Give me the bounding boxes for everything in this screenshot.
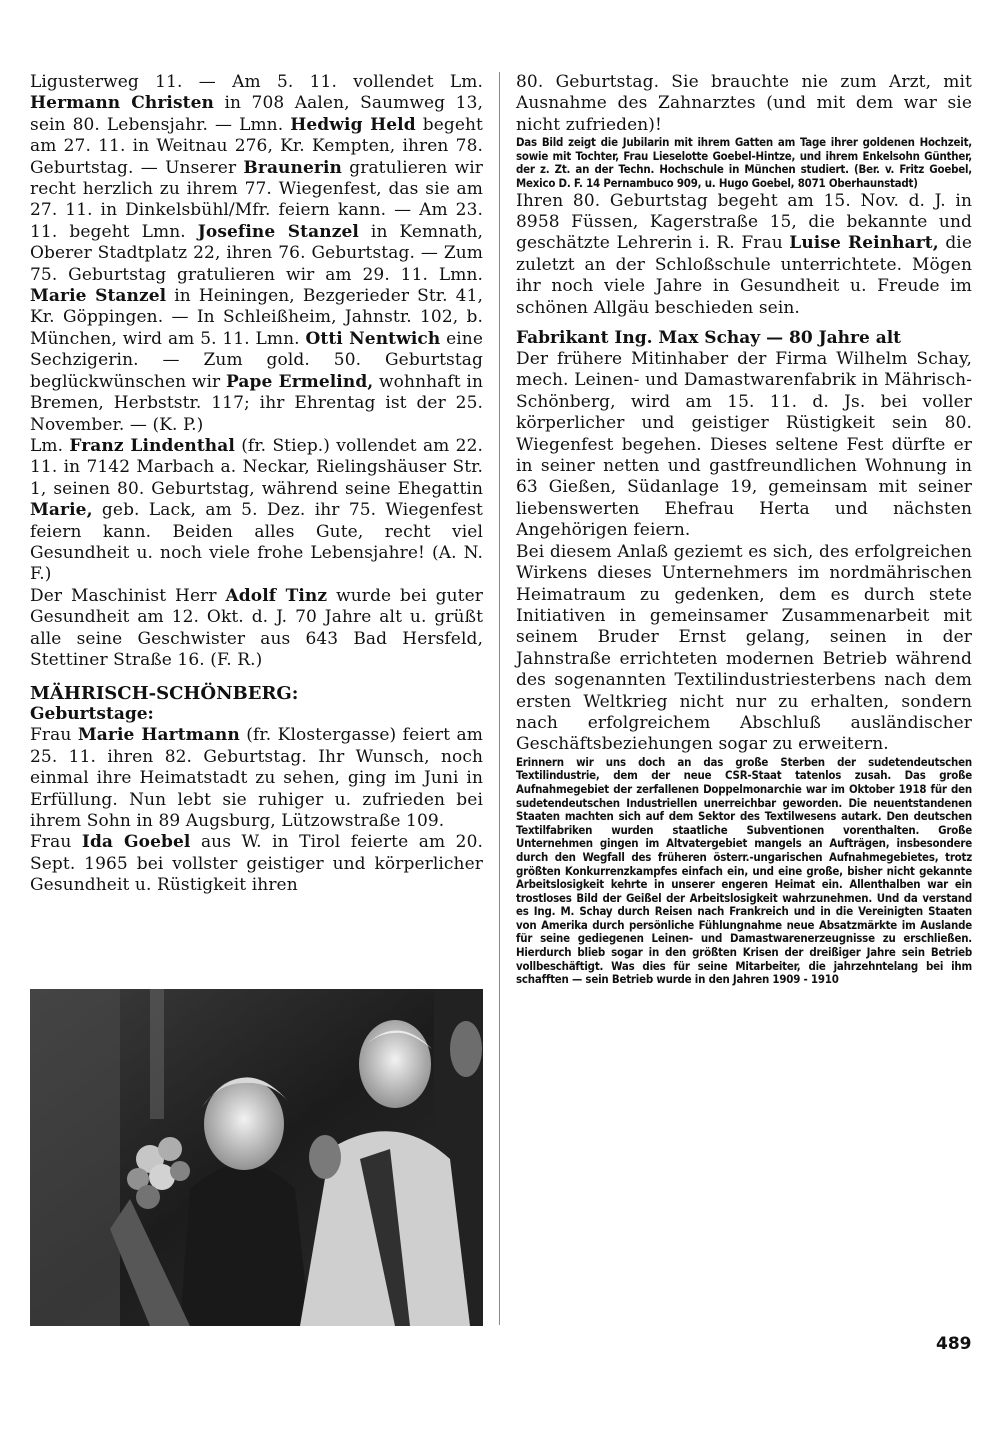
right-column — [516, 72, 972, 987]
birthday-paragraph-4: Frau Marie Hartmann (fr. Klostergasse) feiert am 25. 11. ihren 82. Geburtstag. Ihr Wunsch, noch einmal ihre Heimatstadt zu sehen, ging im Juni in Erfüllung. Nun lebt sie ruhiger u. zufrieden bei ihrem Sohn in 89 Augsburg, Lützowstraße 109. — [30, 725, 483, 831]
page-number: 489 — [936, 1334, 972, 1354]
birthday-paragraph-1: Ligusterweg 11. — Am 5. 11. vollendet Lm. Hermann Christen in 708 Aalen, Saumweg 13, sein 80. Lebensjahr. — Lmn. Hedwig Held begeht am 27. 11. in Weitnau 276, Kr. Kempten, ihren 78. Geburtstag. — Unserer Braunerin gratulieren wir recht herzlich zu ihrem 77. Wiegenfest, das sie am 27. 11. in Dinkelsbühl/Mfr. feiern kann. — Am 23. 11. begeht Lmn. Josefine Stanzel in Kemnath, Oberer Stadtplatz 22, ihren 76. Geburtstag. — Zum 75. Geburtstag gratulieren wir am 29. 11. Lmn. Marie Stanzel in Heiningen, Bezgerieder Str. 41, Kr. Göppingen. — In Schleißheim, Jahnstr. 102, b. München, wird am 5. 11. Lmn. Otti Nentwich eine Sechzigerin. — Zum gold. 50. Geburtstag beglückwünschen wir Pape Ermelind, wohnhaft in Bremen, Herbststr. 117; ihr Ehrentag ist der 25. November. — (K. P.) — [30, 72, 484, 435]
left-column — [30, 72, 483, 897]
photo-caption: Das Bild zeigt die Jubilarin mit ihrem Gatten am Tage ihrer goldenen Hochzeit, sowie mit Tochter, Frau Lieselotte Goebel-Hintze, und ihrem Enkelsohn Günther, der z. Zt. an der Techn. Hochschule in München studiert. (Ber. v. Fritz Goebel, Mexico D. F. 14 Pernambuco 909, u. Hugo Goebel, 8071 Oberhaunstadt) — [516, 135, 972, 190]
name-highlight: Marie, — [30, 500, 93, 521]
birthday-paragraph-3: Der Maschinist Herr Adolf Tinz wurde bei guter Gesundheit am 12. Okt. d. J. 70 Jahre alt u. grüßt alle seine Geschwister aus 643 Bad Hersfeld, Stettiner Straße 16. (F. R.) — [30, 585, 483, 670]
name-highlight: Luise Reinhart, — [789, 233, 939, 254]
name-highlight: Hedwig Held — [290, 114, 416, 135]
name-highlight: Braunerin — [243, 157, 342, 178]
right-paragraph-1: 80. Geburtstag. Sie brauchte nie zum Arzt, mit Ausnahme des Zahnarztes (und mit dem war sie nicht zufrieden)! — [516, 72, 972, 135]
article-headline: Fabrikant Ing. Max Schay — 80 Jahre alt — [516, 328, 902, 349]
name-highlight: Adolf Tinz — [225, 585, 328, 606]
name-highlight: Hermann Christen — [30, 93, 214, 114]
name-highlight: Marie Stanzel — [30, 286, 167, 307]
name-highlight: Pape Ermelind, — [225, 371, 374, 392]
section-heading: MÄHRISCH-SCHÖNBERG: — [30, 683, 299, 705]
name-highlight: Ida Goebel — [81, 832, 191, 853]
article-paragraph-2: Bei diesem Anlaß geziemt es sich, des erfolgreichen Wirkens dieses Unternehmers im nordmährischen Heimatraum zu gedenken, dem es durch stete Initiativen in gemeinsamer Zusammenarbeit mit seinem Bruder Ernst gelang, seinen in der Jahnstraße errichteten modernen Betrieb während des sogenannten Textilindustriesterbens nach dem ersten Weltkrieg nicht nur zu erhalten, sondern nach erfolgreichem Abschluß ausländischer Geschäftsbeziehungen sogar zu erweitern. — [516, 541, 972, 755]
name-highlight: Franz Lindenthal — [69, 435, 235, 456]
section-subheading: Geburtstage: — [30, 704, 154, 725]
article-paragraph-3: Erinnern wir uns doch an das große Sterben der sudetendeutschen Textilindustrie, dem der neue CSR-Staat tatenlos zusah. Das große Aufnahmegebiet der zerfallenen Doppelmonarchie war im Oktober 1918 für den sudetendeutschen Industriellen unerreichbar geworden. Die neuentstandenen Staaten machten sich auf dem Sektor des Textilwesens autark. Den deutschen Textilfabriken wurden staatliche Subventionen vorenthalten. Große Unternehmen gingen im Altvatergebiet mangels an Aufträgen, insbesondere durch den Wegfall des früheren österr.-ungarischen Aufnahmegebietes, trotz größten Konkurrenzkampfes einfach ein, und eine große, bisher nicht gekannte Arbeitslosigkeit kehrte in unserer engeren Heimat ein. Allenthalben war ein trostloses Bild der Geißel der Arbeitslosigkeit wahrzunehmen. Und da verstand es Ing. M. Schay durch Reisen nach Frankreich und in die Vereinigten Staaten von Amerika durch persönliche Fühlungnahme neue Absatzmärkte im Auslande für seine gediegenen Leinen- und Damastwarenerzeugnisse zu erschließen. Hierdurch blieb sogar in den größten Krisen der dreißiger Jahre sein Betrieb vollbeschäftigt. Was dies für seine Mitarbeiter, die jahrzehntelang bei ihm schafften — sein Betrieb wurde in den Jahren 1909 - 1910 — [516, 754, 972, 987]
jubilee-photo — [30, 989, 483, 1326]
name-highlight: Otti Nentwich — [305, 328, 441, 349]
birthday-paragraph-2: Lm. Franz Lindenthal (fr. Stiep.) vollendet am 22. 11. in 7142 Marbach a. Neckar, Rielingshäuser Str. 1, seinen 80. Geburtstag, während seine Ehegattin Marie, geb. Lack, am 5. Dez. ihr 75. Wiegenfest feiern kann. Beiden alles Gute, recht viel Gesundheit u. noch viele frohe Lebensjahre! (A. N. F.) — [30, 435, 483, 585]
photo-image — [30, 989, 483, 1326]
article-paragraph-1: Der frühere Mitinhaber der Firma Wilhelm Schay, mech. Leinen- und Damastwarenfabrik in Mährisch-Schönberg, wird am 15. 11. d. Js. bei voller körperlicher und geistiger Rüstigkeit sein 80. Wiegenfest begehen. Dieses seltene Fest dürfte er in seiner netten und gastfreundlichen Wohnung in 63 Gießen, Südanlage 19, gemeinsam mit seiner liebenswerten Ehefrau Herta und nächsten Angehörigen feiern. — [516, 349, 972, 541]
column-divider — [499, 72, 500, 1325]
name-highlight: Marie Hartmann — [77, 725, 240, 746]
birthday-paragraph-5: Frau Ida Goebel aus W. in Tirol feierte am 20. Sept. 1965 bei vollster geistiger und körperlicher Gesundheit u. Rüstigkeit ihren — [30, 832, 483, 896]
right-paragraph-2: Ihren 80. Geburtstag begeht am 15. Nov. d. J. in 8958 Füssen, Kagerstraße 15, die bekannte und geschätzte Lehrerin i. R. Frau Luise Reinhart, die zuletzt an der Schloßschule unterrichtete. Mögen ihr noch viele Jahre in Gesundheit u. Freude im schönen Allgäu beschieden sein. — [516, 190, 972, 318]
name-highlight: Josefine Stanzel — [197, 221, 359, 242]
